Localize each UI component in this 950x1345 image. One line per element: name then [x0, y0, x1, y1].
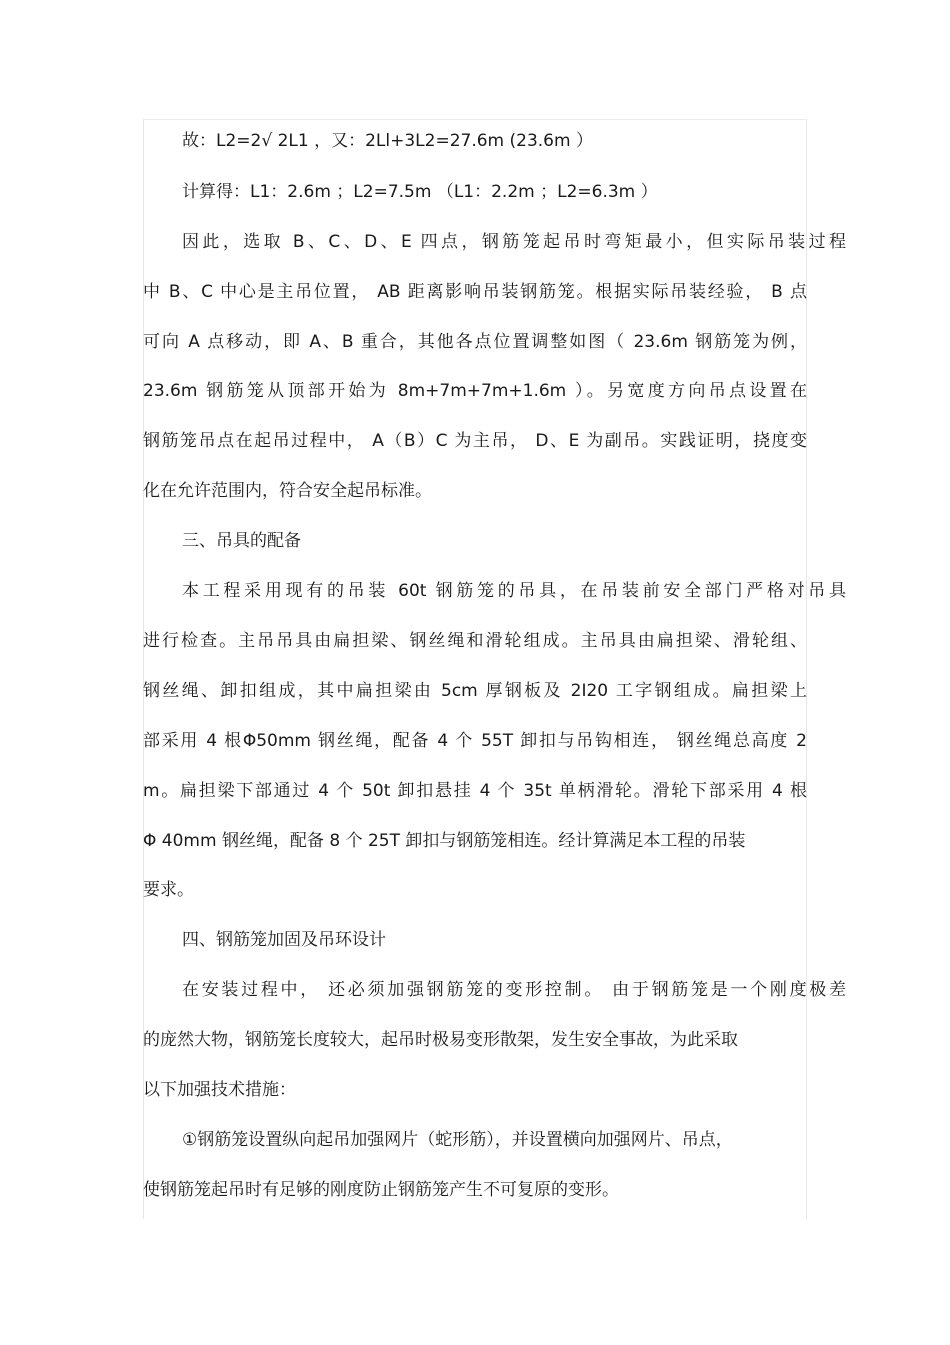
- formula-line-1: 故：L2=2√ 2L1 ，又：2Ll+3L2=27.6m (23.6m ）: [182, 131, 593, 151]
- paragraph-line: 以下加强技术措施：: [143, 1080, 296, 1100]
- paragraph-line: 进行检查。主吊吊具由扁担梁、钢丝绳和滑轮组成。主吊具由扁担梁、滑轮组、: [143, 631, 807, 651]
- section-heading: 四、钢筋笼加固及吊环设计: [182, 930, 386, 950]
- paragraph-line: 要求。: [143, 880, 194, 900]
- paragraph-line: Φ 40mm 钢丝绳，配备 8 个 25T 卸扣与钢筋笼相连。经计算满足本工程的吊装: [143, 831, 746, 851]
- paragraph-line: 使钢筋笼起吊时有足够的刚度防止钢筋笼产生不可复原的变形。: [143, 1180, 619, 1200]
- list-item: ①钢筋笼设置纵向起吊加强网片（蛇形筋），并设置横向加强网片、吊点，: [182, 1130, 733, 1150]
- paragraph-line: 的庞然大物，钢筋笼长度较大，起吊时极易变形散架，发生安全事故，为此采取: [143, 1030, 738, 1050]
- paragraph-line: 可向 A 点移动，即 A、B 重合，其他各点位置调整如图（ 23.6m 钢筋笼为例，: [143, 332, 807, 352]
- paragraph-line: 因此，选取 B、C、D、E 四点，钢筋笼起吊时弯矩最小，但实际吊装过程: [182, 232, 846, 252]
- formula-line-2: 计算得：L1：2.6m ；L2=7.5m （L1：2.2m ；L2=6.3m ）: [182, 182, 658, 202]
- section-heading: 三、吊具的配备: [182, 531, 301, 551]
- paragraph-line: 在安装过程中， 还必须加强钢筋笼的变形控制。 由于钢筋笼是一个刚度极差: [182, 980, 846, 1000]
- paragraph-line: 化在允许范围内，符合安全起吊标准。: [143, 481, 432, 501]
- paragraph-line: 本工程采用现有的吊装 60t 钢筋笼的吊具，在吊装前安全部门严格对吊具: [182, 581, 846, 601]
- paragraph-line: m。扁担梁下部通过 4 个 50t 卸扣悬挂 4 个 35t 单柄滑轮。滑轮下部采用 4 根: [143, 781, 807, 801]
- paragraph-line: 钢筋笼吊点在起吊过程中， A（B）C 为主吊， D、E 为副吊。实践证明，挠度变: [143, 431, 807, 451]
- paragraph-line: 部采用 4 根Φ50mm 钢丝绳，配备 4 个 55T 卸扣与吊钩相连， 钢丝绳总高度 2: [143, 731, 807, 751]
- paragraph-line: 23.6m 钢筋笼从顶部开始为 8m+7m+7m+1.6m ）。另宽度方向吊点设置在: [143, 381, 807, 401]
- paragraph-line: 钢丝绳、卸扣组成，其中扁担梁由 5cm 厚钢板及 2I20 工字钢组成。扁担梁上: [143, 681, 807, 701]
- paragraph-line: 中 B、C 中心是主吊位置， AB 距离影响吊装钢筋笼。根据实际吊装经验， B 点: [143, 282, 807, 302]
